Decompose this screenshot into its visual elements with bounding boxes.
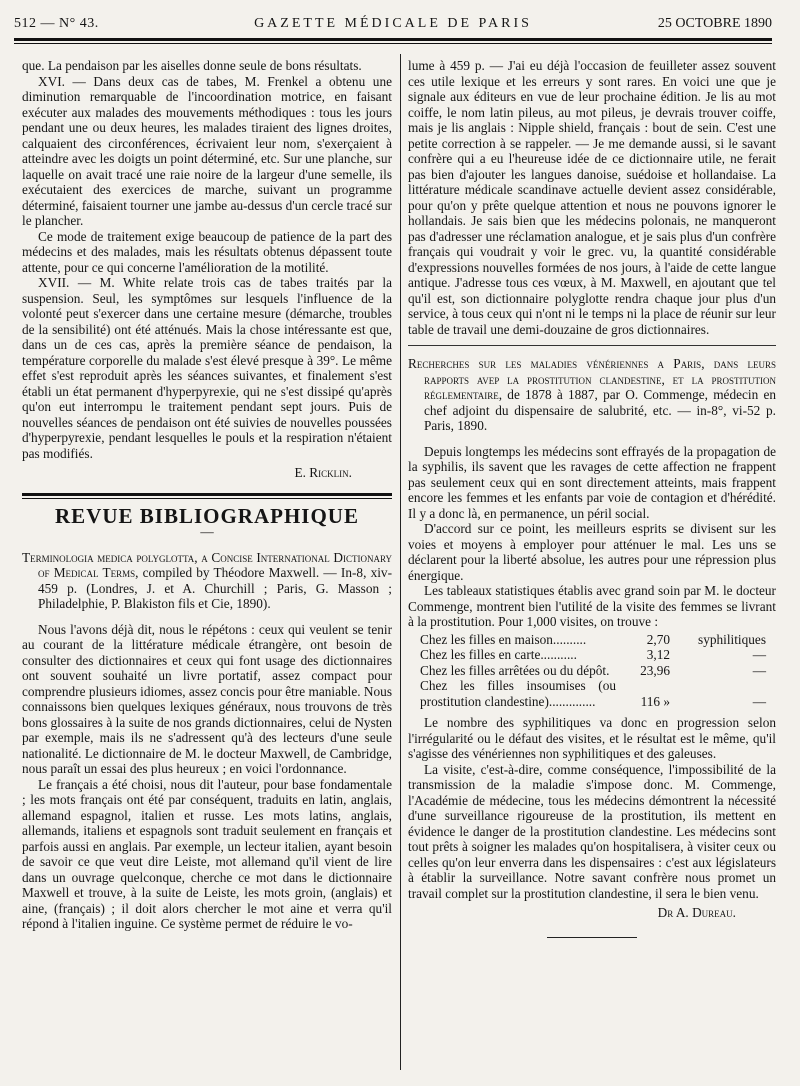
section-rule-thin bbox=[22, 498, 392, 499]
stat-unit: — bbox=[752, 647, 766, 662]
left-column bbox=[22, 58, 392, 932]
biblio2-title: Recherches sur les maladies vénériennes a Paris, dans leurs rapports avep la prostitution clandestine, et la prostitution réglementaire, bbox=[408, 356, 776, 402]
paragraph-visite: La visite, c'est-à-dire, comme conséquence, l'impossibilité de la transmission de la maladie s'impose donc. M. Commenge, l'Académie de médecine, tous les médecins démontrent la nécessité d'une surveillance rigoureuse de la prostitution, ils mettent en évidence le danger de la prostitution clandestine. Les médecins sont tout prêts à soigner les malades qu'on hospitalisera, à visiter ceux ou celles qu'on leur enverra dans les dispensaires : c'est aux législateurs à établir la surveillance. Notre savant confrère nous promet un travail complet sur la prostitution clandestine, il sera le bien venu. bbox=[408, 761, 776, 901]
section-rule-thick bbox=[22, 493, 392, 496]
paragraph-lume: lume à 459 p. — J'ai eu déjà l'occasion de feuilleter assez souvent ces utile lexique et les erreurs y sont rares. En voici une que je signale aux éditeurs en vue de leur prochaine édition. Je lis au mot coiffe, le nom latin pileus, au mot pileus, je devrais trouver coiffe, mais je lis anglais : Nipple shield, français : bout de sein. C'est une petite correction à se rappeler. — Je me demande aussi, si le savant confrère qui a eu l'heureuse idée de ce dictionnaire utile, ne ferait pas bien d'ajouter les langues danoise, suédoise et hollandaise. La littérature médicale scandinave actuelle devient assez considérable, pour qu'on y prête quelque attention et nous ne pouvons ignorer le hollandais. Je sais bien que les médecins polonais, ne manqueront pas d'adresser une réclamation analogue, et je sais plus d'un confrère français qui voudrait y voir le grec. vu, la quantité considérable d'expressions nouvelles formées de nos jours, à l'aide de cette langue antique. J'adresse tous ces vœux, à M. Maxwell, en ajoutant que tel qu'il est, son dictionnaire polyglotte rendra chaque jour plus d'un service, à tous ceux qui n'ont ni le temps ni la place de réunir sur leur table de travail une demi-douzaine de gros dictionnaires. bbox=[408, 58, 776, 337]
paragraph-tableaux: Les tableaux statistiques établis avec grand soin par M. le docteur Commenge, montrent bien l'utilité de la visite des femmes se livrant à la prostitution. Pour 1,000 visites, on trouve : bbox=[408, 583, 776, 629]
running-header bbox=[14, 16, 772, 36]
stat-unit: syphilitiques bbox=[698, 631, 766, 647]
paragraph-accord: D'accord sur ce point, les meilleurs esprits se divisent sur les voies et moyens à employer pour atténuer le mal. Les uns se déclarent pour la liberté absolue, les autres pour une répression plus énergique. bbox=[408, 521, 776, 583]
header-rule-thin bbox=[14, 43, 772, 44]
header-rule-thick bbox=[14, 38, 772, 41]
journal-title: GAZETTE MÉDICALE DE PARIS bbox=[254, 16, 532, 31]
signature-ricklin: E. Ricklin. bbox=[294, 465, 352, 480]
table-row bbox=[408, 663, 776, 679]
table-row bbox=[408, 632, 776, 648]
paragraph-francais: Le français a été choisi, nous dit l'auteur, pour base fondamentale ; les mots français ont été par conséquent, traduits en latin, anglais, allemand espagnol, italien et russe. Les mots latins, anglais, allemands, italiens et espagnols sont traduit seulement en français et parfois aussi en anglais. Par exemple, un lecteur italien, ayant besoin de savoir ce que veut dire Leiste, mot allemand qu'il vient de lire dans un ouvrage quelconque, cherche ce mot dans le dictionnaire Maxwell et trouve, à la suite de Leiste, les mots groin, (anglais) et aine, (français) ; il doit alors chercher le mot aine et verra qu'il répond à l'italien inguine. Ce système permet de réduire le vo- bbox=[22, 776, 392, 931]
biblio-details: compiled by Théodore Maxwell. — In-8, xiv-459 p. (Londres, J. et A. Churchill ; Paris, G. Masson ; Philadelphie, P. Blakiston fils et Cie, 1890). bbox=[38, 565, 392, 611]
stat-value: 2,70 bbox=[646, 631, 670, 647]
stat-label: Chez les filles arrêtées ou du dépôt. bbox=[420, 662, 610, 678]
paragraph-continuation: que. La pendaison par les aiselles donne seule de bons résultats. bbox=[22, 58, 362, 73]
end-rule bbox=[547, 937, 637, 938]
paragraph-nous: Nous l'avons déjà dit, nous le répétons : ceux qui veulent se tenir au courant de la littérature médicale étrangère, ont besoin de consulter des dictionnaires et ceux qui font usage des dictionnaires ont souvent souhaité un livre portatif, assez compact pour comprendre plusieurs idiomes, assez concis pour être maniable. Nous connaissons bien quelques lexiques généraux, nous trouvons de très bons glossaires à la suite de nos grands dictionnaires, celui de Nysten par exemple, mais ils ne s'adressent qu'à des lecteurs d'une seule nationalité. Le dictionnaire de M. le docteur Maxwell, de Cambridge, nous paraît un essai des plus heureux ; en voici l'ordonnance. bbox=[22, 621, 392, 776]
stat-value: 3,12 bbox=[646, 647, 670, 662]
paragraph-mode: Ce mode de traitement exige beaucoup de patience de la part des médecins et des malades, mais les résultats obtenus dépassent toute attente, pour ce qui concerne l'amélioration de la motilité. bbox=[22, 228, 392, 275]
stat-unit: — bbox=[752, 662, 766, 678]
table-row bbox=[408, 647, 776, 663]
syphilis-stats-table bbox=[408, 632, 776, 710]
issue-date: 25 OCTOBRE 1890 bbox=[657, 16, 772, 31]
column-divider bbox=[400, 54, 401, 1070]
paragraph-depuis: Depuis longtemps les médecins sont effrayés de la propagation de la syphilis, ils savent que les ravages de cette affection ne frappent pas seulement ceux qui en sont directement atteints, mais frappent encore les femmes et les enfants par voie de contagion et d'hérédité. Il y a donc là, en permanence, un péril social. bbox=[408, 443, 776, 521]
biblio2-details: de 1878 à 1887, par O. Commenge, médecin en chef adjoint du dispensaire de salubrité, etc. — in-8°, vi-52 p. Paris, 1890. bbox=[424, 387, 776, 433]
paragraph-nombre: Le nombre des syphilitiques va donc en progression selon l'irrégularité ou le défaut des visites, et le résultat est le même, qu'il s'agisse des vénériennes non syphilitiques et des galeuses. bbox=[408, 715, 776, 761]
stat-label: Chez les filles en maison.......... bbox=[420, 631, 587, 647]
section-title: REVUE BIBLIOGRAPHIQUE bbox=[55, 503, 359, 528]
bibliography-entry-maxwell bbox=[22, 550, 392, 612]
right-column bbox=[408, 58, 776, 938]
section-dash: — bbox=[200, 524, 214, 539]
stat-label: Chez les filles en carte........... bbox=[420, 647, 577, 662]
paragraph-xvii: XVII. — M. White relate trois cas de tabes traités par la suspension. Seul, les symptômes sur lesquels l'influence de la volonté peut s'exercer dans une certaine mesure (démarche, troubles de la sensibilité) ont été atténués. Mais la chose intéressante est que, dans un de ces cas, après la première séance de pendaison, la température corporelle du malade s'est élevé presque à 39°. Le même effet s'est reproduit après les séances suivantes, et finalement s'est établi un état permanent d'hyperpyrexie, qui ne s'est dissipé qu'après qu'on eut interrompu le traitement pendant sept jours. Puis de nouvelles séances de pendaison ont été suivies de nouvelles poussées d'hyperpyrexie, pendant lesquelles le pouls et la respiration n'étaient pas modifiés. bbox=[22, 275, 392, 461]
signature-dureau: Dr A. Dureau. bbox=[657, 905, 736, 920]
stat-unit: — bbox=[752, 693, 766, 709]
stat-label: Chez les filles insoumises (ou prostitution clandestine).............. bbox=[420, 678, 616, 709]
page-number: 512 — N° 43. bbox=[14, 16, 99, 31]
table-row bbox=[408, 678, 776, 709]
entry-separator bbox=[408, 345, 776, 346]
biblio-title: Terminologia medica polyglotta, a Concise International Dictionary of Medical Terms, bbox=[22, 549, 392, 580]
paragraph-xvi: XVI. — Dans deux cas de tabes, M. Frenkel a obtenu une diminution remarquable de l'incoordination motrice, en faisant exécuter aux malades des mouvements méthodiques : tous les jours pendant une ou deux heures, les malades tiraient des lignes droites, calquaient des circonférences, écrivaient leur nom, s'exerçaient à atteindre avec les doigts un point déterminé, etc. Sur une planche, sur laquelle on avait tracé une raie noire de la largeur d'une semelle, ils exécutaient des exercices de marche, suivant un programme déterminé, faisaient tourner une jambe au-dessus d'un cercle tracé sur le plancher. bbox=[22, 73, 392, 228]
stat-value: 23,96 bbox=[640, 662, 670, 678]
stat-value: 116 » bbox=[640, 693, 670, 709]
bibliography-entry-commenge bbox=[408, 356, 776, 434]
